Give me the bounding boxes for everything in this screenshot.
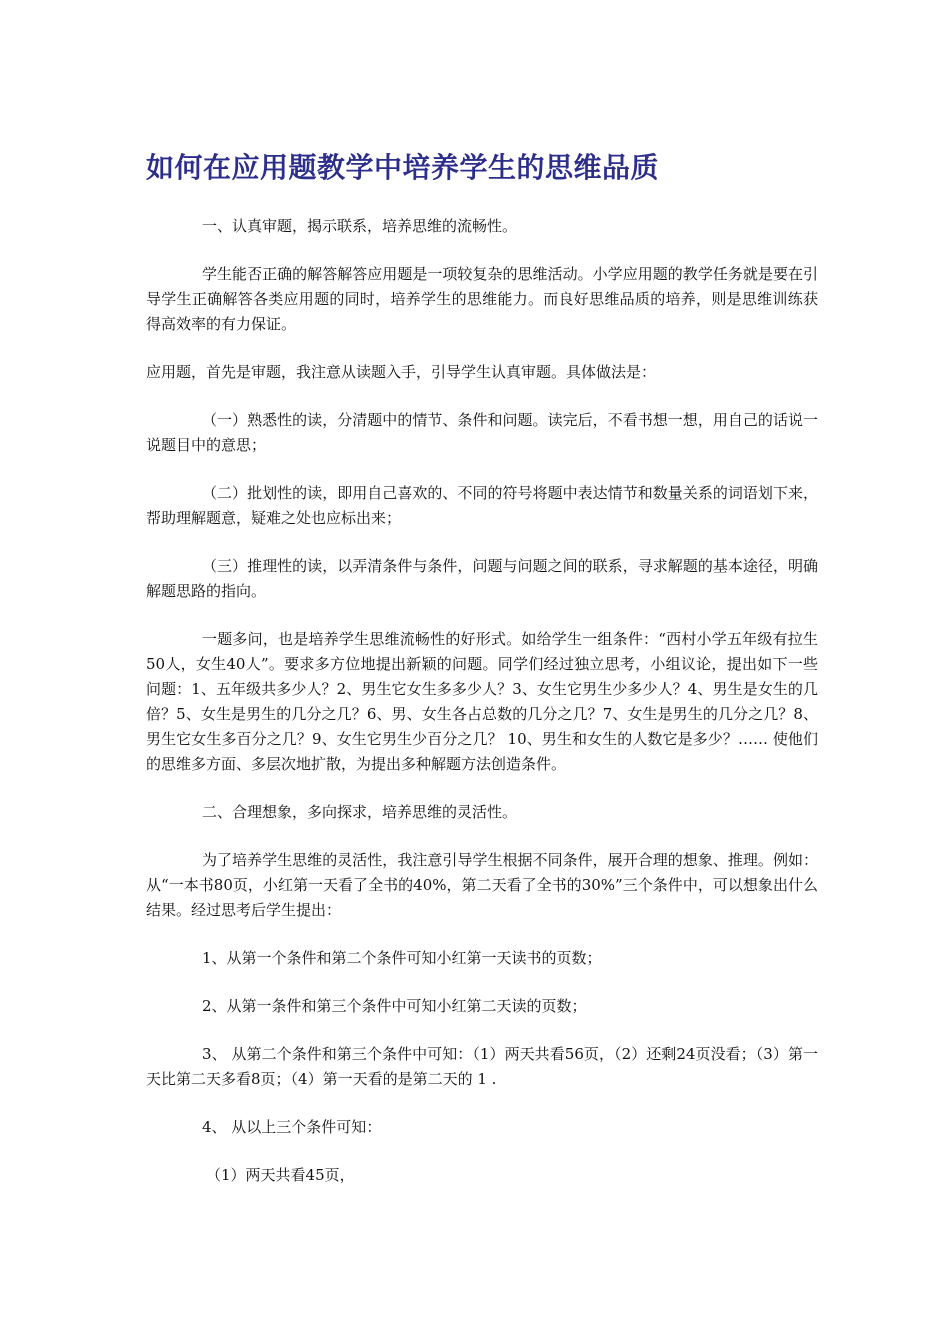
- paragraph: （一）熟悉性的读，分清题中的情节、条件和问题。读完后，不看书想一想，用自己的话说一说题目中的意思；: [146, 411, 818, 454]
- paragraph: 一题多问，也是培养学生思维流畅性的好形式。如给学生一组条件：“西村小学五年级有拉生50人，女生40人”。要求多方位地提出新颖的问题。同学们经过独立思考，小组议论，提出如下一些问题：1、五年级共多少人？2、男生它女生多多少人？3、女生它男生少多少人？4、男生是女生的几倍？5、女生是男生的几分之几？6、男、女生各占总数的几分之几？7、女生是男生的几分之几？8、男生它女生多百分之几？9、女生它男生少百分之几？ 10、男生和女生的人数它是多少？…… 使他们的思维多方面、多层次地扩散，为提出多种解题方法创造条件。: [146, 630, 818, 773]
- paragraph: 一、认真审题，揭示联系，培养思维的流畅性。: [202, 217, 518, 235]
- paragraph: （1）两天共看45页，: [206, 1166, 355, 1184]
- paragraph: 2、从第一条件和第三个条件中可知小红第二天读的页数；: [202, 997, 587, 1015]
- document-body: [146, 214, 818, 1211]
- paragraph: （二）批划性的读，即用自己喜欢的、不同的符号将题中表达情节和数量关系的词语划下来，帮助理解题意，疑难之处也应标出来；: [146, 484, 818, 527]
- paragraph: 为了培养学生思维的灵活性，我注意引导学生根据不同条件，展开合理的想象、推理。例如：从“一本书80页，小红第一天看了全书的40%，第二天看了全书的30%”三个条件中，可以想象出什么结果。经过思考后学生提出：: [146, 851, 818, 919]
- paragraph: （三）推理性的读，以弄清条件与条件，问题与问题之间的联系，寻求解题的基本途径，明确解题思路的指向。: [146, 557, 818, 600]
- paragraph: 4、 从以上三个条件可知：: [202, 1118, 382, 1136]
- paragraph: 学生能否正确的解答解答应用题是一项较复杂的思维活动。小学应用题的教学任务就是要在引导学生正确解答各类应用题的同时，培养学生的思维能力。而良好思维品质的培养，则是思维训练获得高效率的有力保证。: [146, 265, 818, 333]
- paragraph: 3、 从第二个条件和第三个条件中可知：（1）两天共看56页，（2）还剩24页没看；（3）第一天比第二天多看8页；（4）第一天看的是第二天的 1 .: [146, 1045, 818, 1088]
- paragraph: 应用题，首先是审题，我注意从读题入手，引导学生认真审题。具体做法是：: [146, 363, 657, 381]
- paragraph: 二、合理想象，多向探求，培养思维的灵活性。: [202, 803, 518, 821]
- paragraph: 1、从第一个条件和第二个条件可知小红第一天读书的页数；: [202, 949, 602, 967]
- document-title: 如何在应用题教学中培养学生的思维品质: [146, 151, 660, 184]
